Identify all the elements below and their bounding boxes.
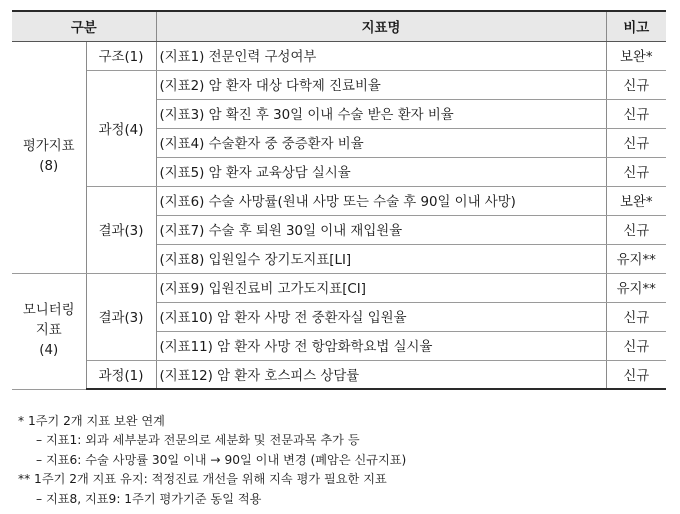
group-label-monitoring: 모니터링 지표 (4): [12, 273, 86, 389]
indicator-name: (지표6) 수술 사망률(원내 사망 또는 수술 후 90일 이내 사망): [156, 186, 606, 215]
table-row: [12, 70, 666, 99]
indicator-note: 신규: [606, 70, 666, 99]
indicator-name: (지표8) 입원일수 장기도지표[LI]: [156, 244, 606, 273]
indicator-note: 보완*: [606, 41, 666, 70]
indicator-note: 신규: [606, 128, 666, 157]
indicator-name: (지표11) 암 환자 사망 전 항암화학요법 실시율: [156, 331, 606, 360]
indicator-note: 유지**: [606, 244, 666, 273]
indicator-note: 신규: [606, 157, 666, 186]
indicator-name: (지표2) 암 환자 대상 다학제 진료비율: [156, 70, 606, 99]
indicator-note: 신규: [606, 360, 666, 389]
subgroup-label: 과정(4): [86, 70, 156, 186]
footnote-star: * 1주기 2개 지표 보완 연계: [18, 414, 165, 428]
indicator-note: 보완*: [606, 186, 666, 215]
table-row: [12, 360, 666, 389]
indicator-name: (지표5) 암 환자 교육상담 실시율: [156, 157, 606, 186]
table-row: [12, 273, 666, 302]
indicator-name: (지표9) 입원진료비 고가도지표[CI]: [156, 273, 606, 302]
footnote-item: – 지표6: 수술 사망률 30일 이내 → 90일 이내 변경 (폐암은 신규지표): [36, 452, 407, 467]
indicator-note: 신규: [606, 302, 666, 331]
table-header-row: [12, 11, 666, 41]
indicator-name: (지표4) 수술환자 중 중증환자 비율: [156, 128, 606, 157]
indicator-name: (지표3) 암 확진 후 30일 이내 수술 받은 환자 비율: [156, 99, 606, 128]
footnote-double-star: ** 1주기 2개 지표 유지: 적정진료 개선을 위해 지속 평가 필요한 지표: [18, 472, 387, 487]
header-remarks: 비고: [606, 11, 666, 41]
footnote-item: – 지표1: 외과 세부분과 전문의로 세분화 및 전문과목 추가 등: [36, 433, 360, 448]
subgroup-label: 구조(1): [86, 41, 156, 70]
header-indicator-name: 지표명: [156, 11, 606, 41]
indicator-note: 신규: [606, 99, 666, 128]
subgroup-label: 결과(3): [86, 273, 156, 360]
indicator-note: 신규: [606, 331, 666, 360]
footnotes: [18, 412, 406, 509]
indicator-name: (지표10) 암 환자 사망 전 중환자실 입원율: [156, 302, 606, 331]
indicator-note: 신규: [606, 215, 666, 244]
indicator-name: (지표12) 암 환자 호스피스 상담률: [156, 360, 606, 389]
indicator-name: (지표1) 전문인력 구성여부: [156, 41, 606, 70]
indicator-table: [12, 10, 666, 390]
table-row: [12, 186, 666, 215]
footnote-item: – 지표8, 지표9: 1주기 평가기준 동일 적용: [36, 491, 262, 506]
subgroup-label: 결과(3): [86, 186, 156, 273]
indicator-name: (지표7) 수술 후 퇴원 30일 이내 재입원율: [156, 215, 606, 244]
indicator-note: 유지**: [606, 273, 666, 302]
subgroup-label: 과정(1): [86, 360, 156, 389]
header-category: 구분: [12, 11, 156, 41]
group-label-evaluation: 평가지표 (8): [12, 41, 86, 273]
table-row: [12, 41, 666, 70]
